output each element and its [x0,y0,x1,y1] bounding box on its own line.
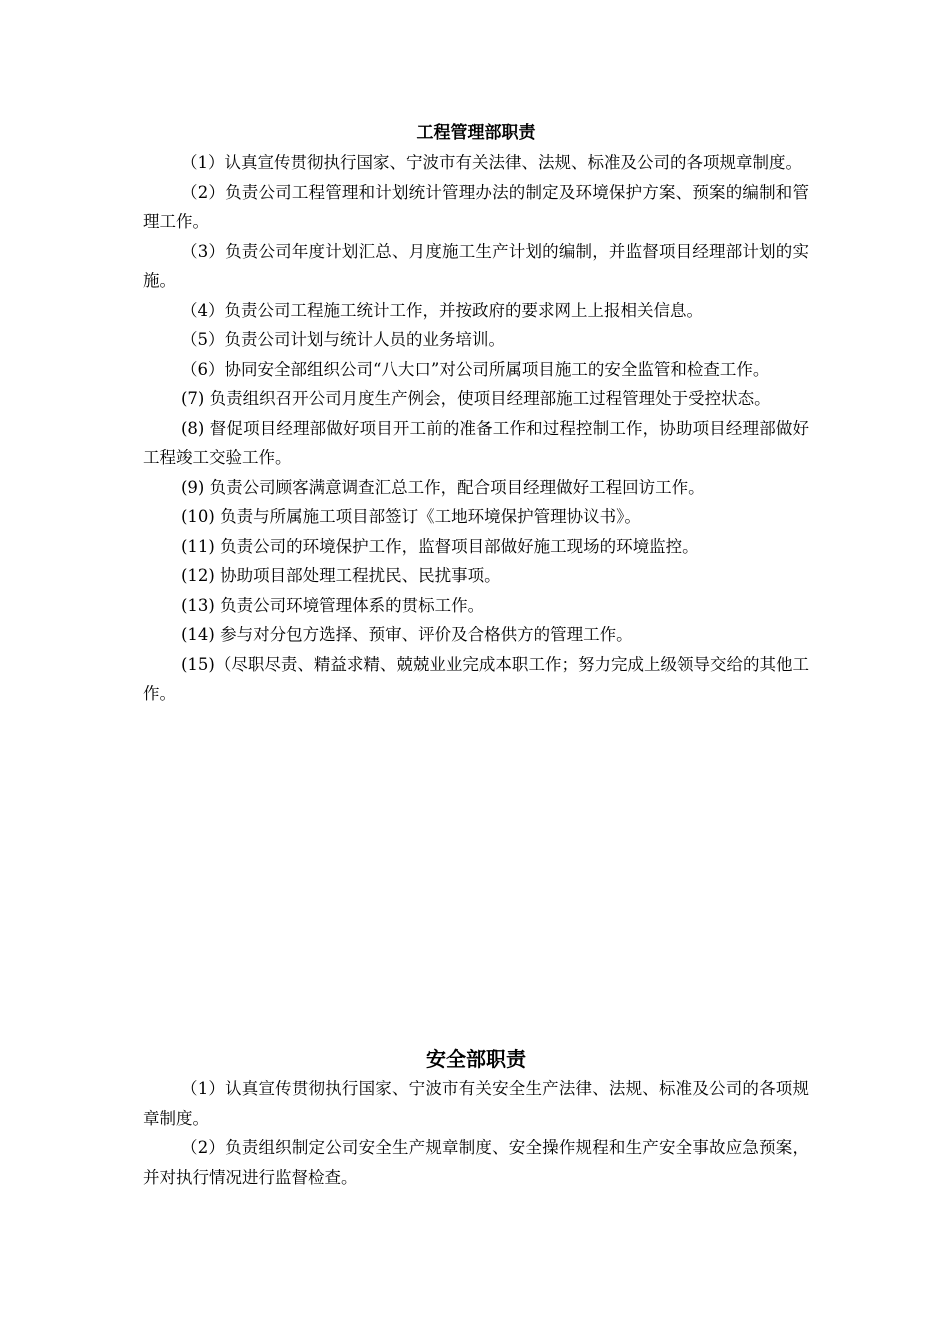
section-title: 工程管理部职责 [416,123,536,143]
section-engineering-management [143,118,809,709]
duty-item: （1）认真宣传贯彻执行国家、宁波市有关安全生产法律、法规、标准及公司的各项规章制度。 [143,1079,809,1128]
duty-item: （1）认真宣传贯彻执行国家、宁波市有关法律、法规、标准及公司的各项规章制度。 [181,153,802,172]
duty-item: (13) 负责公司环境管理体系的贯标工作。 [181,595,485,615]
duty-item: （3）负责公司年度计划汇总、月度施工生产计划的编制，并监督项目经理部计划的实施。 [143,241,809,290]
duty-item: (10) 负责与所属施工项目部签订《工地环境保护管理协议书》。 [181,507,641,526]
duty-item: (11) 负责公司的环境保护工作，监督项目部做好施工现场的环境监控。 [181,536,699,556]
duty-list [143,1074,809,1192]
duty-item: (12) 协助项目部处理工程扰民、民扰事项。 [181,566,501,585]
duty-item: (8) 督促项目经理部做好项目开工前的准备工作和过程控制工作，协助项目经理部做好工程竣工交验工作。 [143,418,809,467]
duty-item: (7) 负责组织召开公司月度生产例会，使项目经理部施工过程管理处于受控状态。 [181,389,771,408]
duty-item: （4）负责公司工程施工统计工作，并按政府的要求网上上报相关信息。 [181,300,703,320]
duty-item: (15)（尽职尽责、精益求精、兢兢业业完成本职工作；努力完成上级领导交给的其他工作。 [143,654,809,703]
duty-item: （2）负责公司工程管理和计划统计管理办法的制定及环境保护方案、预案的编制和管理工作。 [143,182,809,231]
section-safety [143,1044,809,1192]
duty-item: （2）负责组织制定公司安全生产规章制度、安全操作规程和生产安全事故应急预案，并对执行情况进行监督检查。 [143,1138,809,1187]
duty-item: (14) 参与对分包方选择、预审、评价及合格供方的管理工作。 [181,625,633,644]
section-title: 安全部职责 [426,1047,526,1071]
duty-item: （5）负责公司计划与统计人员的业务培训。 [181,330,505,349]
duty-item: (9) 负责公司顾客满意调查汇总工作，配合项目经理做好工程回访工作。 [181,477,705,497]
duty-list [143,148,809,709]
duty-item: （6）协同安全部组织公司“八大口”对公司所属项目施工的安全监管和检查工作。 [181,359,770,379]
